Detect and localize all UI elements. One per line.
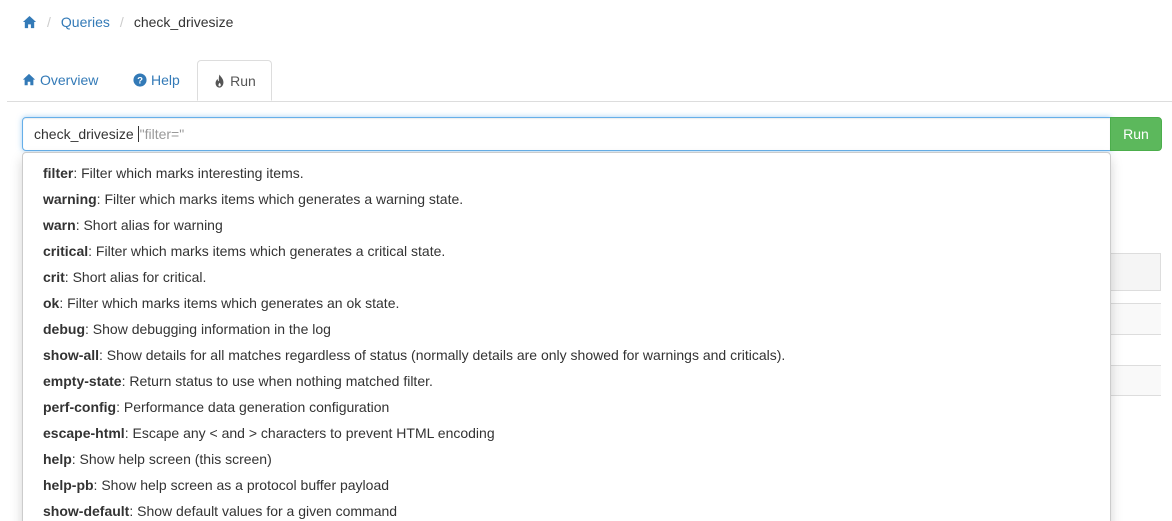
home-icon xyxy=(22,73,36,87)
tab-overview[interactable] xyxy=(22,60,98,100)
text-caret xyxy=(138,126,139,142)
suggestion-item[interactable] xyxy=(23,498,1110,521)
suggestion-key: escape-html xyxy=(43,425,125,441)
suggestion-key: filter xyxy=(43,165,74,181)
suggestion-description: : Return status to use when nothing matched filter. xyxy=(121,373,433,389)
suggestion-description: : Short alias for warning xyxy=(75,217,223,233)
suggestion-item[interactable] xyxy=(23,420,1110,446)
suggestion-key: show-default xyxy=(43,503,130,519)
svg-text:?: ? xyxy=(137,75,143,87)
suggestion-item[interactable] xyxy=(23,472,1110,498)
table-row xyxy=(1108,365,1161,396)
suggestion-key: help xyxy=(43,451,72,467)
suggestion-item[interactable] xyxy=(23,342,1110,368)
suggestion-item[interactable] xyxy=(23,394,1110,420)
suggestion-key: perf-config xyxy=(43,399,117,415)
suggestion-description: : Show details for all matches regardless of status (normally details are only showed for warnings and criticals). xyxy=(99,347,786,363)
tab-run-label: Run xyxy=(230,72,256,89)
table-row xyxy=(1108,303,1161,334)
suggestion-key: debug xyxy=(43,321,85,337)
suggestion-description: : Filter which marks interesting items. xyxy=(73,165,304,181)
suggestion-item[interactable] xyxy=(23,160,1110,186)
breadcrumb-separator: / xyxy=(119,14,124,30)
suggestion-item[interactable] xyxy=(23,290,1110,316)
command-row xyxy=(22,117,1162,151)
suggestion-key: crit xyxy=(43,269,65,285)
suggestion-description: : Short alias for critical. xyxy=(64,269,207,285)
suggestion-description: : Show help screen as a protocol buffer payload xyxy=(93,477,390,493)
suggestion-description: : Show debugging information in the log xyxy=(85,321,331,337)
suggestion-description: : Show help screen (this screen) xyxy=(71,451,272,467)
autocomplete-dropdown xyxy=(22,152,1111,521)
tab-run[interactable] xyxy=(197,60,272,101)
suggestion-description: : Filter which marks items which generates a warning state. xyxy=(96,191,464,207)
command-input-placeholder: "filter=" xyxy=(139,126,185,142)
suggestion-key: show-all xyxy=(43,347,100,363)
suggestion-key: warning xyxy=(43,191,97,207)
suggestion-description: : Filter which marks items which generates an ok state. xyxy=(59,295,400,311)
breadcrumb-current: check_drivesize xyxy=(133,14,234,30)
suggestion-item[interactable] xyxy=(23,446,1110,472)
suggestion-item[interactable] xyxy=(23,186,1110,212)
suggestion-item[interactable] xyxy=(23,368,1110,394)
table-row xyxy=(1108,334,1161,365)
command-input-value: check_drivesize xyxy=(34,126,134,142)
suggestion-item[interactable] xyxy=(23,238,1110,264)
suggestion-key: empty-state xyxy=(43,373,122,389)
suggestion-item[interactable] xyxy=(23,212,1110,238)
suggestion-description: : Escape any < and > characters to prevent HTML encoding xyxy=(124,425,495,441)
suggestion-description: : Show default values for a given command xyxy=(129,503,398,519)
suggestion-key: ok xyxy=(43,295,60,311)
run-button[interactable]: Run xyxy=(1110,117,1162,151)
suggestion-description: : Performance data generation configuration xyxy=(116,399,390,415)
breadcrumb xyxy=(22,12,233,32)
question-circle-icon xyxy=(133,73,147,87)
home-icon[interactable] xyxy=(22,15,37,30)
breadcrumb-separator: / xyxy=(47,14,51,30)
tab-help-label: Help xyxy=(151,72,180,88)
suggestion-key: help-pb xyxy=(43,477,94,493)
suggestion-item[interactable] xyxy=(23,316,1110,342)
suggestion-key: critical xyxy=(43,243,89,259)
suggestion-key: warn xyxy=(43,217,76,233)
tab-overview-label: Overview xyxy=(40,72,99,88)
suggestion-description: : Filter which marks items which generates a critical state. xyxy=(88,243,446,259)
result-table-header xyxy=(1108,253,1161,291)
tab-help[interactable] xyxy=(133,60,180,100)
fire-icon xyxy=(213,74,226,88)
command-input[interactable] xyxy=(22,117,1111,151)
tab-bar xyxy=(7,60,1172,102)
suggestion-item[interactable] xyxy=(23,264,1110,290)
breadcrumb-queries-link[interactable]: Queries xyxy=(60,14,110,30)
